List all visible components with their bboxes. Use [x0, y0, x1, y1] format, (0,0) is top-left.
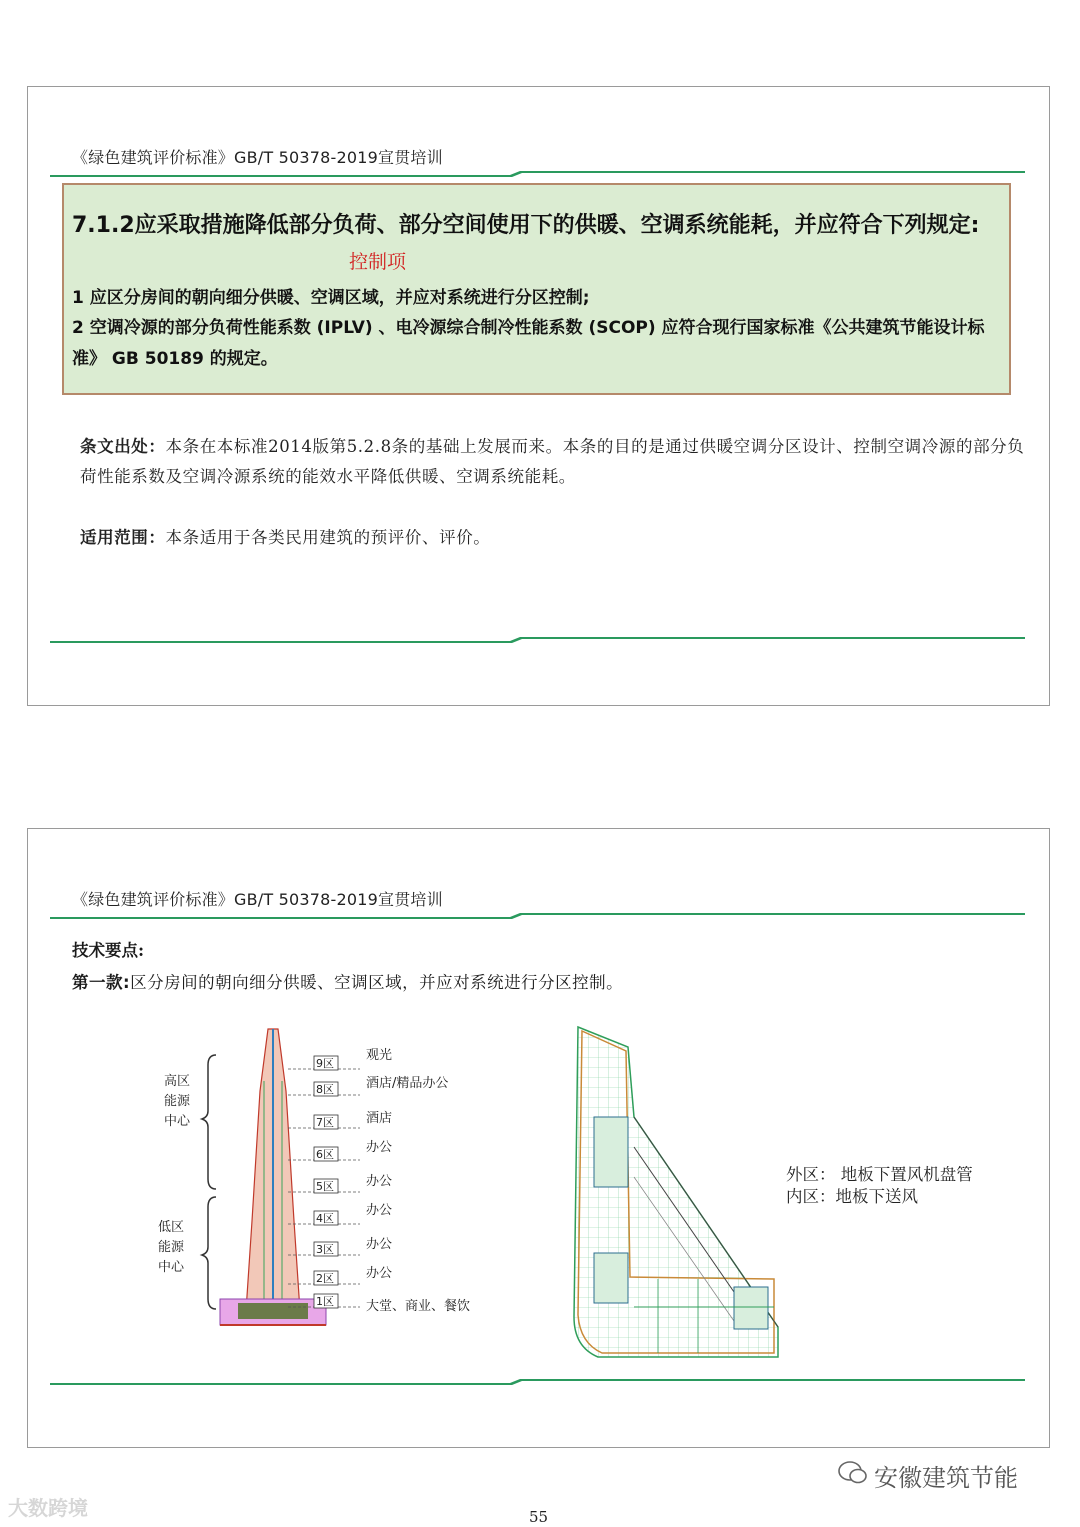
footer-divider: [50, 635, 1025, 643]
scope-label: 适用范围：: [80, 528, 166, 547]
zone-rows: [288, 1047, 470, 1314]
zone-use: 办公: [366, 1237, 393, 1252]
zone-number: 2区: [316, 1272, 334, 1285]
rule-item-2: 2 空调冷源的部分负荷性能系数 (IPLV) 、电冷源综合制冷性能系数 (SCOP) 应符合现行国家标准《公共建筑节能设计标准》 GB 50189 的规定。: [72, 318, 985, 369]
high-center-brace: [202, 1055, 216, 1189]
tech-heading: 技术要点:: [72, 941, 145, 960]
watermark-right: [838, 1458, 1018, 1493]
plan-core-right: [734, 1287, 768, 1329]
high-center-label-1: 高区: [164, 1074, 191, 1089]
high-center-label-3: 中心: [164, 1114, 191, 1129]
zone-use: 酒店: [366, 1111, 393, 1126]
zone-number: 8区: [316, 1083, 334, 1096]
low-center-label-1: 低区: [158, 1220, 185, 1235]
clause-text: 区分房间的朝向细分供暖、空调区域，并应对系统进行分区控制。: [130, 973, 624, 992]
source-paragraph: [80, 432, 1025, 492]
rule-tag: 控制项: [349, 251, 407, 273]
zone-use: 办公: [366, 1140, 393, 1155]
low-center-label-3: 中心: [158, 1260, 185, 1275]
zone-number: 6区: [316, 1148, 334, 1161]
rule-item-1: 1 应区分房间的朝向细分供暖、空调区域，并应对系统进行分区控制;: [72, 288, 590, 308]
tower-zoning-diagram: [128, 1021, 488, 1367]
low-center-label-2: 能源: [158, 1240, 185, 1255]
zone-number: 4区: [316, 1212, 334, 1225]
high-center-label-2: 能源: [164, 1094, 191, 1109]
slide-technical-points: [27, 828, 1050, 1448]
source-label: 条文出处：: [80, 437, 166, 456]
zone-use: 观光: [366, 1048, 393, 1063]
wechat-icon: [838, 1460, 868, 1492]
low-center-brace: [202, 1197, 216, 1309]
zone-use: 大堂、商业、餐饮: [366, 1299, 471, 1314]
zone-number: 9区: [316, 1057, 334, 1070]
tech-clause: [72, 969, 1012, 993]
rule-box: [62, 183, 1011, 395]
page-number: 55: [529, 1508, 549, 1526]
floor-plan-diagram: [538, 1017, 788, 1369]
zone-use: 办公: [366, 1266, 393, 1281]
rule-title: 7.1.2应采取措施降低部分负荷、部分空间使用下的供暖、空调系统能耗，并应符合下列规定:: [72, 213, 980, 238]
plan-core-upper: [594, 1117, 628, 1187]
watermark-right-text: 安徽建筑节能: [874, 1464, 1018, 1492]
header-divider: [50, 169, 1025, 177]
scope-text: 本条适用于各类民用建筑的预评价、评价。: [165, 528, 491, 547]
zone-use: 办公: [366, 1174, 393, 1189]
scope-paragraph: [80, 523, 1025, 553]
header-title: 《绿色建筑评价标准》GB/T 50378-2019宣贯培训: [72, 148, 443, 167]
watermark-left-text: 大数跨境: [8, 1496, 88, 1520]
zone-number: 5区: [316, 1180, 334, 1193]
header-divider: [50, 911, 1025, 919]
clause-label: 第一款:: [72, 973, 131, 992]
footer-divider: [50, 1377, 1025, 1385]
zone-number: 1区: [316, 1295, 334, 1308]
zone-number: 7区: [316, 1116, 334, 1129]
zone-use: 酒店/精品办公: [366, 1076, 449, 1091]
zone-use: 办公: [366, 1203, 393, 1218]
plan-core-lower: [594, 1253, 628, 1303]
zone-note-inner: 内区：地板下送风: [786, 1187, 918, 1206]
zone-number: 3区: [316, 1243, 334, 1256]
zone-note-outer: 外区： 地板下置风机盘管: [786, 1165, 973, 1184]
watermark-left: [8, 1492, 88, 1521]
header-title: 《绿色建筑评价标准》GB/T 50378-2019宣贯培训: [72, 890, 443, 909]
slide-rule-7-1-2: [27, 86, 1050, 706]
source-text: 本条在本标准2014版第5.2.8条的基础上发展而来。本条的目的是通过供暖空调分区设计、控制空调冷源的部分负荷性能系数及空调冷源系统的能效水平降低供暖、空调系统能耗。: [80, 437, 1025, 486]
